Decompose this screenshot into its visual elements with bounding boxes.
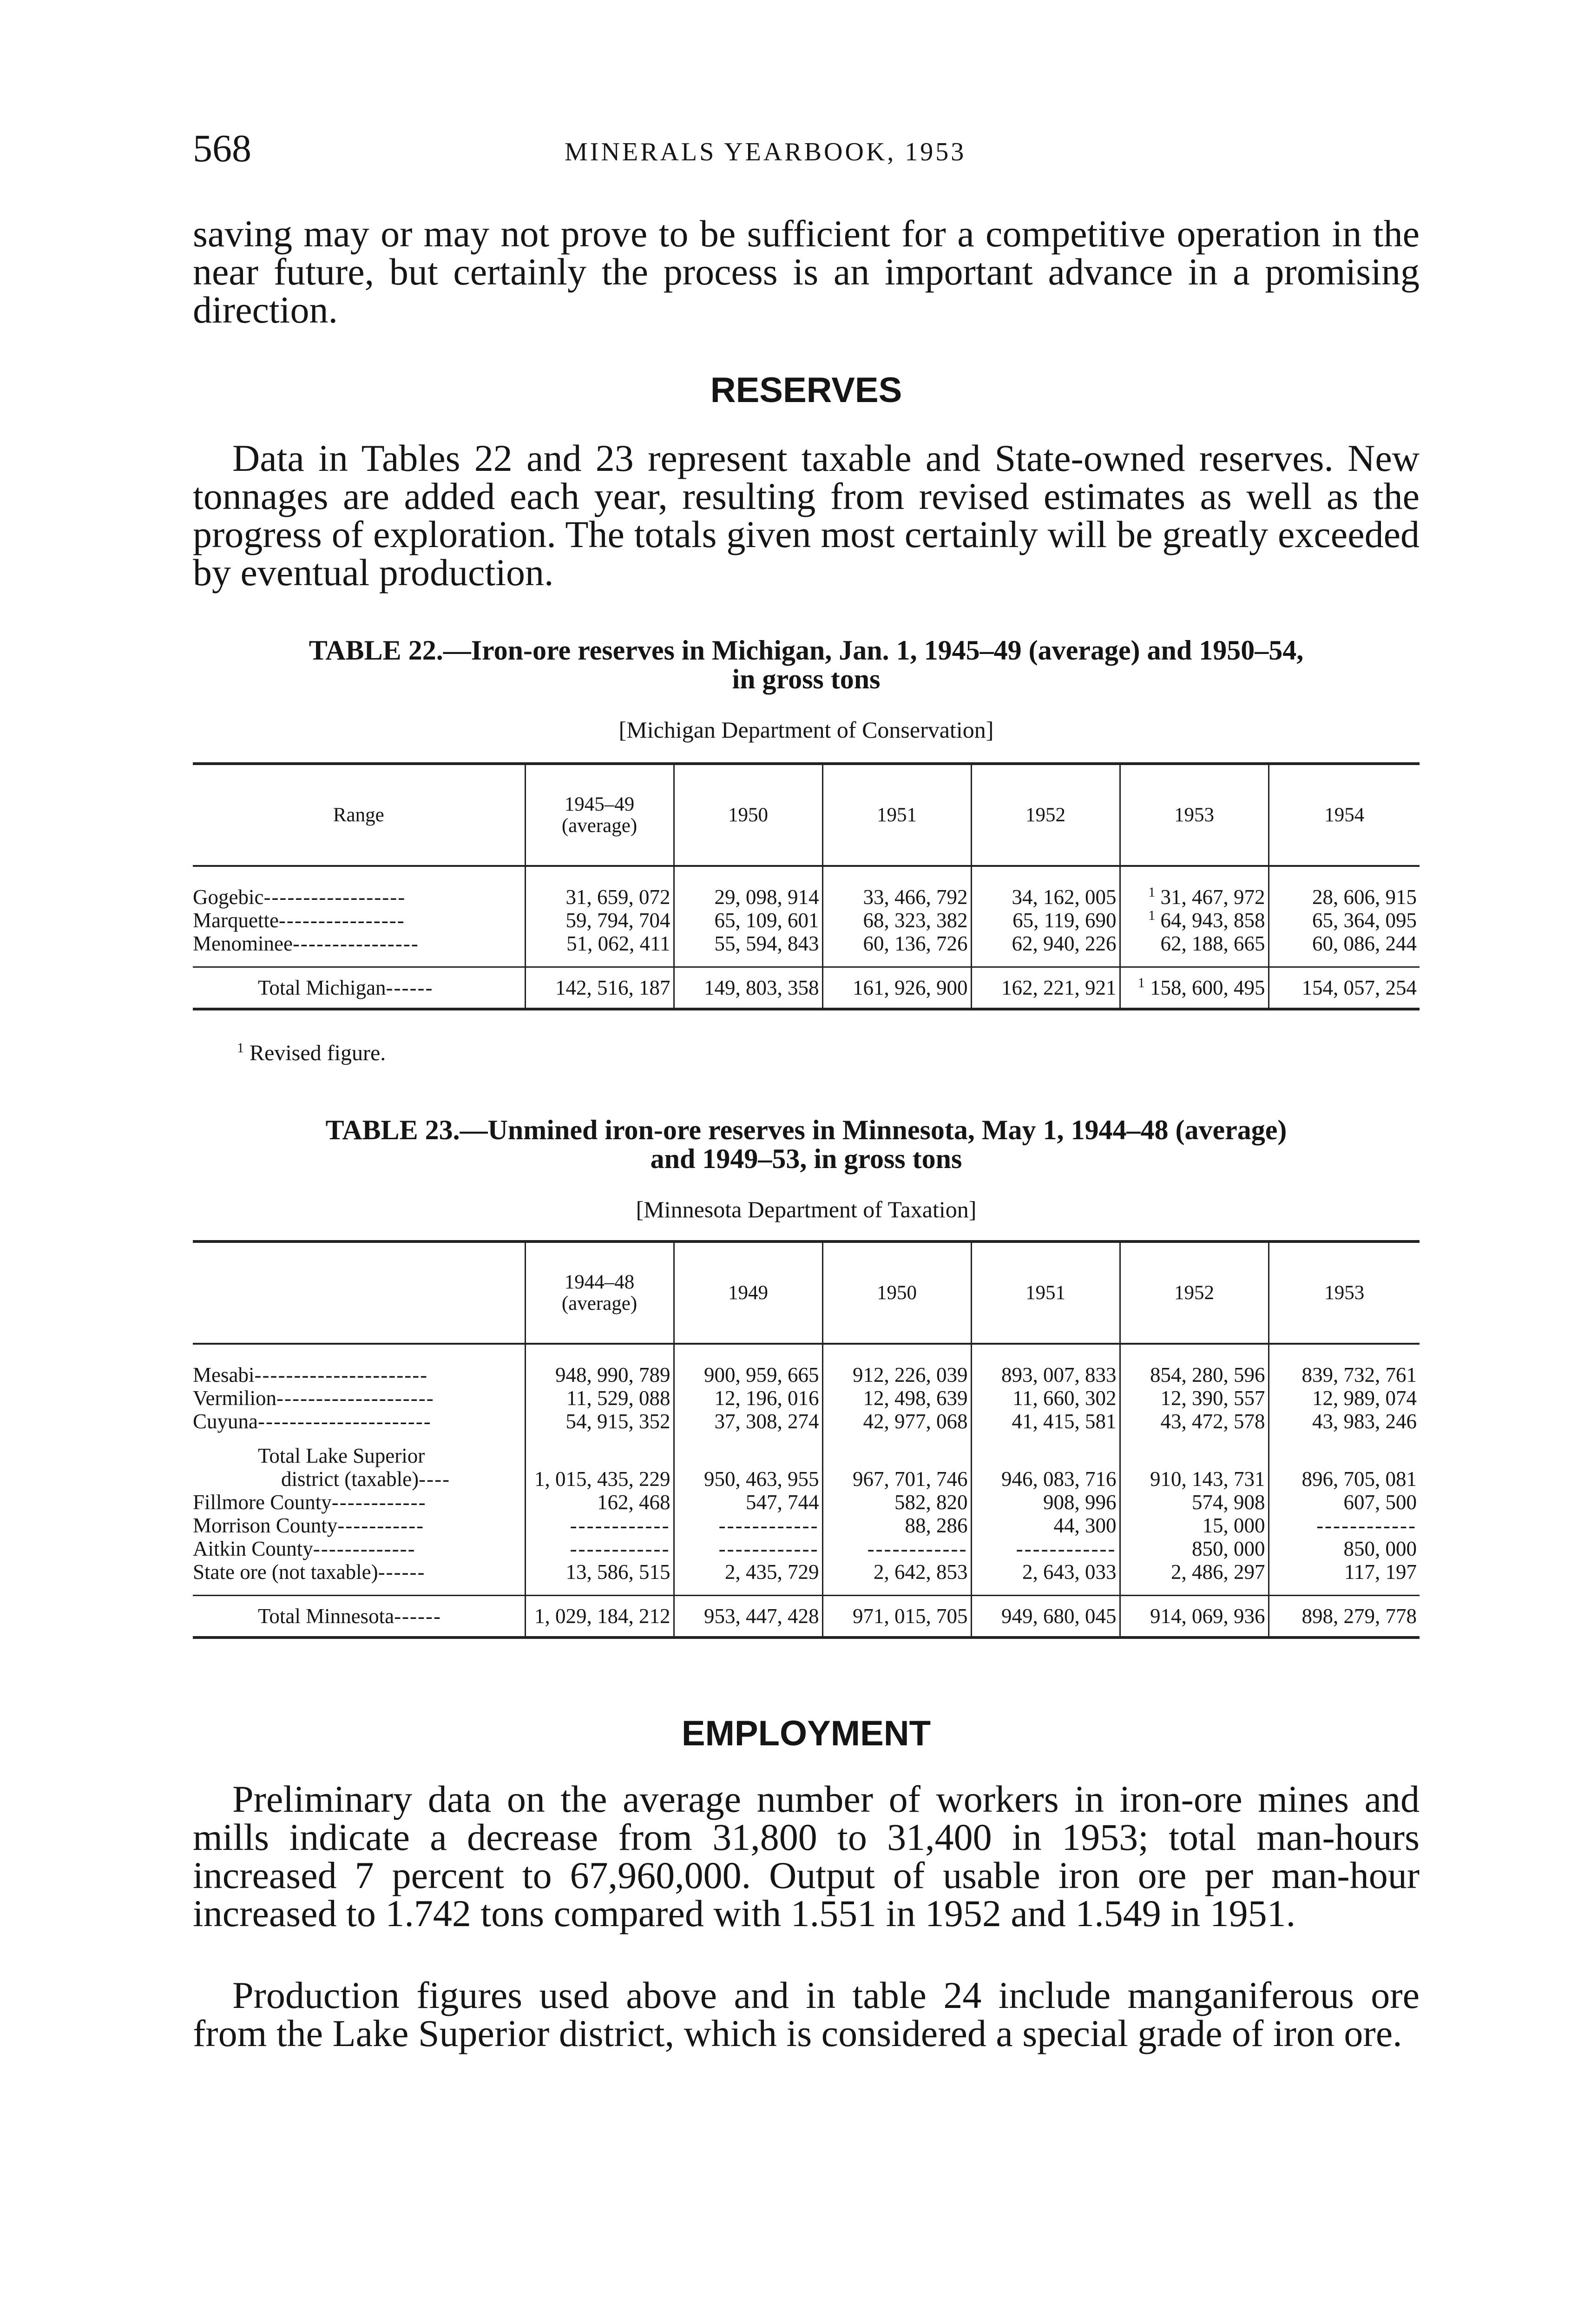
cell: 908, 996 [971,1491,1120,1514]
row-label: Cuyuna---------------------- [193,1410,432,1433]
cell: 154, 057, 254 [1269,967,1420,1010]
page-header [193,125,1415,172]
cell: 37, 308, 274 [674,1410,822,1433]
table22 [193,762,1420,1010]
table-row [193,1514,1420,1537]
cell: 162, 468 [525,1491,674,1514]
cell: 2, 435, 729 [674,1560,822,1584]
cell: ------------ [525,1537,674,1560]
intro-paragraph: saving may or may not prove to be sufficient for a competitive operation in the near future, but certainly the process is an important advance in a promising direction. [193,212,1420,331]
table23-header-c6: 1953 [1269,1241,1420,1344]
table23 [193,1240,1420,1639]
table22-header-c3: 1951 [822,764,971,866]
cell: 62, 188, 665 [1120,932,1269,955]
cell: 953, 447, 428 [674,1596,822,1638]
cell: 12, 989, 074 [1269,1386,1420,1410]
cell: 912, 226, 039 [822,1363,971,1386]
row-label: district (taxable)---- [281,1467,451,1491]
cell: 547, 744 [674,1491,822,1514]
cell: 898, 279, 778 [1269,1596,1420,1638]
cell: 60, 136, 726 [822,932,971,955]
cell: 839, 732, 761 [1269,1363,1420,1386]
table-row [193,885,1420,909]
cell: 142, 516, 187 [525,967,674,1010]
cell: 971, 015, 705 [822,1596,971,1638]
row-label: Fillmore County------------ [193,1491,427,1514]
cell: 910, 143, 731 [1120,1467,1269,1491]
employment-paragraph-1: Preliminary data on the average number of workers in iron-ore mines and mills indicate a decrease from 31,800 to 31,400 in 1953; total man-hours increased 7 percent to 67,960,000. Output of usable iron ore per man-hour increased to 1.742 tons compared with 1.551 in 1952 and 1.549 in 1951. [193,1778,1420,1934]
table22-header-c4: 1952 [971,764,1120,866]
table23-header-c1-line1: 1944–48 [564,1271,635,1293]
table23-caption-line1: TABLE 23.—Unmined iron-ore reserves in Minnesota, May 1, 1944–48 (average) [325,1115,1287,1145]
employment-heading: EMPLOYMENT [681,1714,931,1753]
footnote-mark: 1 [1148,909,1156,923]
table23-header-c2: 1949 [674,1241,822,1344]
cell: 11, 660, 302 [971,1386,1120,1410]
table-row [193,909,1420,932]
row-label: Aitkin County------------- [193,1537,416,1560]
reserves-heading: RESERVES [710,370,902,410]
cell: 65, 119, 690 [971,909,1120,932]
page-number: 568 [193,127,251,170]
table22-header-c6: 1954 [1269,764,1420,866]
cell: 914, 069, 936 [1120,1596,1269,1638]
cell: 55, 594, 843 [674,932,822,955]
cell: 967, 701, 746 [822,1467,971,1491]
cell: 1, 015, 435, 229 [525,1467,674,1491]
cell: 2, 643, 033 [971,1560,1120,1584]
cell: 15, 000 [1120,1514,1269,1537]
cell: $^1$ 64, 943, 858 [1120,909,1269,932]
row-label: Morrison County----------- [193,1514,425,1537]
cell: 59, 794, 704 [525,909,674,932]
cell: 65, 109, 601 [674,909,822,932]
cell: 31, 659, 072 [525,885,674,909]
footnote-mark: 1 [237,1040,244,1056]
table23-header-c1-line2: (average) [561,1292,638,1314]
table-row [193,1410,1420,1433]
row-label: Menominee---------------- [193,932,419,955]
cell: ------------ [674,1537,822,1560]
cell: 12, 196, 016 [674,1386,822,1410]
cell: ------------ [525,1514,674,1537]
table22-header-c1-line1: 1945–49 [564,793,635,815]
table23-header-c1 [525,1241,674,1344]
table22-caption-line2: in gross tons [732,664,881,694]
cell: 43, 472, 578 [1120,1410,1269,1433]
cell: 896, 705, 081 [1269,1467,1420,1491]
row-label: Total Minnesota------ [258,1604,441,1628]
table-row [193,1467,1420,1491]
cell: 950, 463, 955 [674,1467,822,1491]
footnote-text: Revised figure. [250,1041,386,1065]
table-row [193,1444,1420,1467]
table-row [193,1537,1420,1560]
cell: 60, 086, 244 [1269,932,1420,955]
cell: 33, 466, 792 [822,885,971,909]
cell: 946, 083, 716 [971,1467,1120,1491]
cell: 574, 908 [1120,1491,1269,1514]
cell: 582, 820 [822,1491,971,1514]
table22-header-row [193,764,1420,866]
cell: 54, 915, 352 [525,1410,674,1433]
cell: 949, 680, 045 [971,1596,1120,1638]
cell: 850, 000 [1120,1537,1269,1560]
table23-source: [Minnesota Department of Taxation] [636,1196,977,1222]
cell: 1, 029, 184, 212 [525,1596,674,1638]
cell: 12, 498, 639 [822,1386,971,1410]
cell: 88, 286 [822,1514,971,1537]
cell: 43, 983, 246 [1269,1410,1420,1433]
cell: ------------ [1269,1514,1420,1537]
table22-footnote [237,1040,386,1066]
table22-source: [Michigan Department of Conservation] [618,717,994,743]
table23-header-row [193,1241,1420,1344]
table-row [193,1560,1420,1584]
table23-caption [193,1116,1420,1173]
cell: 850, 000 [1269,1537,1420,1560]
table22-header-range: Range [333,804,384,826]
running-head: MINERALS YEARBOOK, 1953 [565,138,966,166]
cell: ------------ [674,1514,822,1537]
cell: ------------ [822,1537,971,1560]
cell: 29, 098, 914 [674,885,822,909]
cell: 42, 977, 068 [822,1410,971,1433]
row-label: Total Michigan------ [258,976,434,999]
cell: 149, 803, 358 [674,967,822,1010]
employment-paragraph-2: Production figures used above and in table 24 include manganiferous ore from the Lake Superior district, which is considered a special grade of iron ore. [193,1974,1420,2054]
cell: 65, 364, 095 [1269,909,1420,932]
cell: 607, 500 [1269,1491,1420,1514]
cell: 13, 586, 515 [525,1560,674,1584]
cell: 162, 221, 921 [971,967,1120,1010]
table23-header-c4: 1951 [971,1241,1120,1344]
table23-caption-line2: and 1949–53, in gross tons [650,1143,962,1174]
table22-header-c1-line2: (average) [561,814,638,837]
cell: 948, 990, 789 [525,1363,674,1386]
cell: 893, 007, 833 [971,1363,1120,1386]
cell: 11, 529, 088 [525,1386,674,1410]
cell: 161, 926, 900 [822,967,971,1010]
table-row [193,1386,1420,1410]
table-row [193,1363,1420,1386]
row-label: Vermilion-------------------- [193,1386,434,1410]
cell: 900, 959, 665 [674,1363,822,1386]
table22-header-c5: 1953 [1120,764,1269,866]
cell: $^1$ 31, 467, 972 [1120,885,1269,909]
row-label: Marquette---------------- [193,909,405,932]
cell: 2, 642, 853 [822,1560,971,1584]
cell: ------------ [971,1537,1120,1560]
cell: 41, 415, 581 [971,1410,1120,1433]
row-label: Total Lake Superior [258,1444,425,1467]
table23-total-row [193,1596,1420,1638]
row-label: Mesabi---------------------- [193,1363,428,1386]
cell: 62, 940, 226 [971,932,1120,955]
table23-header-c3: 1950 [822,1241,971,1344]
cell: $^1$ 158, 600, 495 [1120,967,1269,1010]
table23-header-c5: 1952 [1120,1241,1269,1344]
table23-header-blank [193,1241,525,1344]
table22-header-c1 [525,764,674,866]
cell: 51, 062, 411 [525,932,674,955]
cell: 28, 606, 915 [1269,885,1420,909]
table22-caption-line1: TABLE 22.—Iron-ore reserves in Michigan, Jan. 1, 1945–49 (average) and 1950–54, [309,635,1304,666]
table22-caption [193,636,1420,693]
cell: 854, 280, 596 [1120,1363,1269,1386]
row-label: Gogebic------------------ [193,885,406,909]
cell: 68, 323, 382 [822,909,971,932]
cell: 2, 486, 297 [1120,1560,1269,1584]
table22-header-c2: 1950 [674,764,822,866]
cell: 34, 162, 005 [971,885,1120,909]
cell: 44, 300 [971,1514,1120,1537]
reserves-paragraph: Data in Tables 22 and 23 represent taxable and State-owned reserves. New tonnages are added each year, resulting from revised estimates as well as the progress of exploration. The totals given most certainly will be greatly exceeded by eventual production. [193,437,1420,594]
cell: 12, 390, 557 [1120,1386,1269,1410]
table-row [193,1491,1420,1514]
table-row [193,932,1420,955]
row-label: State ore (not taxable)------ [193,1560,426,1584]
footnote-mark: 1 [1137,975,1145,990]
table22-total-row [193,967,1420,1010]
cell: 117, 197 [1269,1560,1420,1584]
footnote-mark: 1 [1148,885,1156,900]
